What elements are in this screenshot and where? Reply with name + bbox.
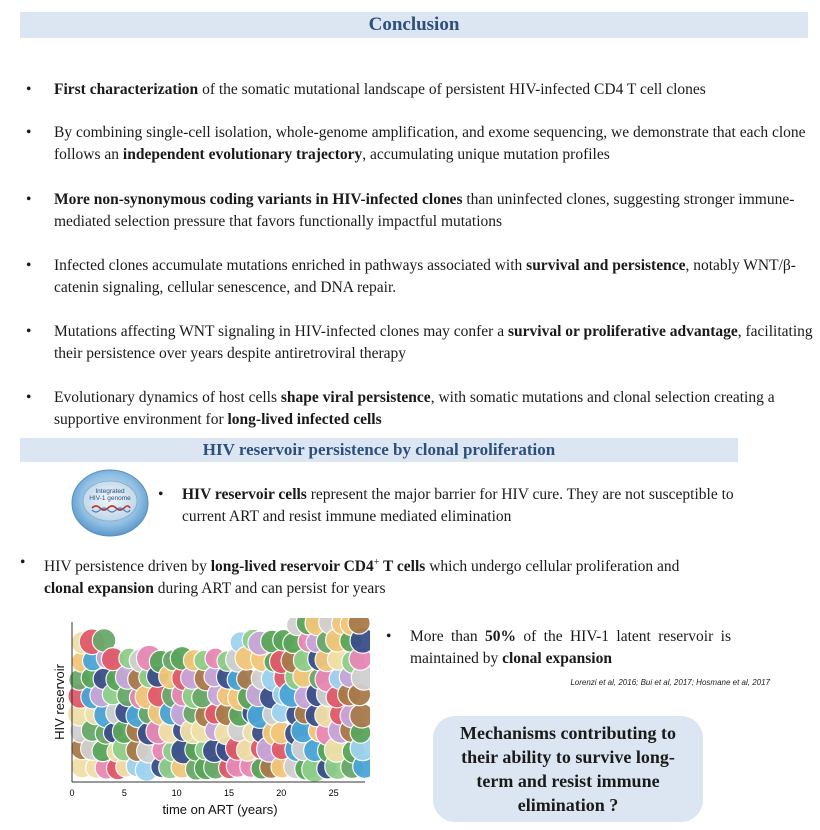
x-tick-label: 0 — [69, 788, 75, 798]
callout-text: Mechanisms contributing to their ability to survive long-term and resist immune elimination ? — [460, 723, 676, 815]
icon-text-1: Integrated — [95, 488, 125, 495]
icon-text-2: HIV-1 genome — [89, 495, 131, 502]
x-tick-label: 20 — [276, 788, 287, 798]
citation: Lorenzi et al, 2016; Bui et al, 2017; Hosmane et al, 2017 — [570, 678, 770, 687]
bullet-dot: • — [20, 554, 26, 571]
mechanisms-callout — [433, 716, 703, 822]
bullet-dot: • — [386, 628, 392, 645]
clone-bubbles — [67, 618, 370, 782]
bullet-dot: • — [26, 81, 32, 98]
clonal-expansion-chart — [40, 618, 370, 830]
integrated-genome-cell-icon — [70, 468, 150, 538]
x-tick-label: 10 — [171, 788, 182, 798]
x-axis-label: time on ART (years) — [162, 802, 278, 817]
bullet-dot: • — [26, 389, 32, 406]
x-tick-label: 15 — [223, 788, 234, 798]
x-tick-labels — [69, 788, 338, 798]
x-tick-label: 25 — [328, 788, 339, 798]
bullet-dot: • — [26, 257, 32, 274]
y-axis-label: HIV reservoir — [52, 664, 67, 740]
reservoir-banner: HIV reservoir persistence by clonal proliferation — [20, 438, 738, 462]
bullet-dot: • — [26, 191, 32, 208]
clone-cell — [348, 618, 370, 634]
clone-cell — [350, 704, 370, 728]
conclusion-banner: Conclusion — [20, 12, 808, 38]
bullet-dot: • — [26, 323, 32, 340]
bullet-dot: • — [26, 124, 32, 141]
x-tick-label: 5 — [121, 788, 127, 798]
bullet-dot: • — [158, 486, 164, 503]
